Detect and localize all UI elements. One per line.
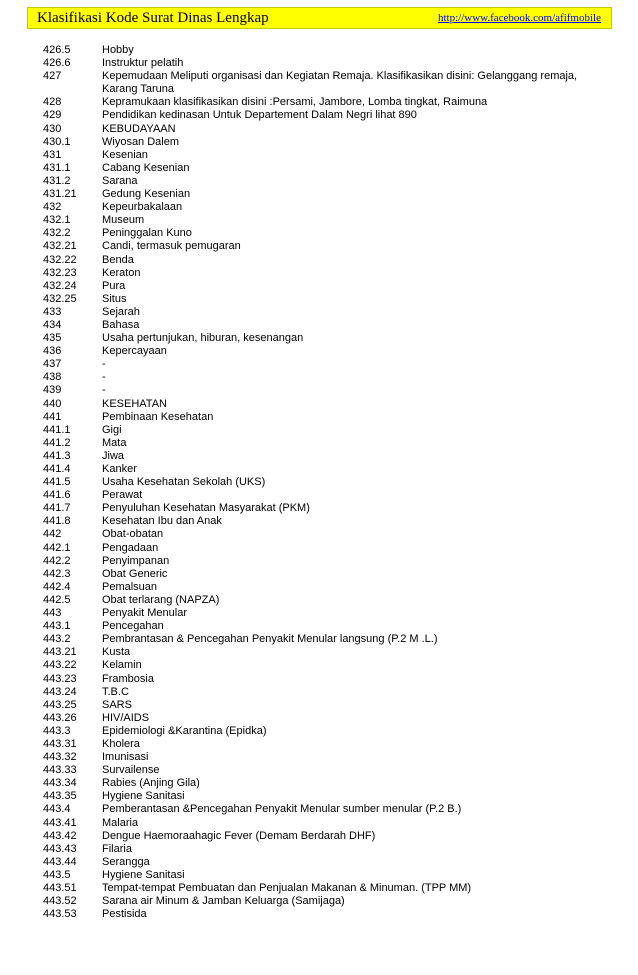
classification-description: Hobby (102, 44, 134, 56)
classification-code: 441.5 (43, 476, 71, 489)
classification-code: 441.8 (43, 515, 71, 528)
classification-code: 441.1 (43, 423, 71, 436)
classification-description: Mata (102, 436, 127, 449)
list-item (0, 175, 638, 188)
classification-code: 431.2 (43, 174, 71, 187)
classification-description: Hygiene Sanitasi (102, 790, 185, 803)
classification-description: Sarana air Minum & Jamban Keluarga (Samijaga) (102, 895, 345, 908)
classification-code: 427 (43, 70, 62, 83)
list-item (0, 489, 638, 502)
classification-description: Pendidikan kedinasan Untuk Departement Dalam Negri lihat 890 (102, 109, 417, 122)
classification-code: 442.5 (43, 593, 71, 606)
list-item (0, 358, 638, 371)
classification-description: - (102, 358, 106, 371)
classification-description: Cabang Kesenian (102, 161, 190, 174)
classification-description: KESEHATAN (102, 397, 167, 410)
classification-description: Candi, termasuk pemugaran (102, 240, 241, 253)
list-item (0, 227, 638, 240)
list-item (0, 751, 638, 764)
classification-code: 435 (43, 332, 62, 345)
classification-code: 429 (43, 109, 62, 122)
list-item (0, 607, 638, 620)
list-item (0, 528, 638, 541)
list-item (0, 57, 638, 70)
classification-description: Hygiene Sanitasi (102, 868, 185, 881)
classification-description: Kepemudaan Meliputi organisasi dan Kegiatan Remaja. Klasifikasikan disini: Gelanggang remaja, Karang Taruna (102, 70, 578, 96)
list-item (0, 542, 638, 555)
classification-description: Museum (102, 214, 145, 227)
list-item (0, 319, 638, 332)
classification-description: Filaria (102, 842, 132, 855)
list-item (0, 293, 638, 306)
classification-code: 443.2 (43, 633, 71, 646)
list-item (0, 136, 638, 149)
list-item (0, 817, 638, 830)
classification-description: Gigi (102, 423, 122, 436)
classification-code: 441.7 (43, 502, 71, 515)
classification-code: 432.22 (43, 253, 77, 266)
list-item (0, 843, 638, 856)
list-item (0, 633, 638, 646)
list-item (0, 699, 638, 712)
classification-code: 441.6 (43, 489, 71, 502)
classification-description: Penyakit Menular (102, 607, 187, 620)
classification-description: Usaha Kesehatan Sekolah (UKS) (102, 476, 266, 489)
classification-description: Pemalsuan (102, 580, 158, 593)
classification-code: 443.44 (43, 855, 77, 868)
list-item (0, 502, 638, 515)
classification-code: 443.1 (43, 620, 71, 633)
list-item (0, 594, 638, 607)
classification-description: Peninggalan Kuno (102, 227, 192, 240)
classification-description: HIV/AIDS (102, 711, 150, 724)
list-item (0, 96, 638, 109)
classification-description: Kelamin (102, 659, 142, 672)
list-item (0, 908, 638, 921)
list-item (0, 712, 638, 725)
list-item (0, 109, 638, 122)
classification-description: Sarana (102, 174, 138, 187)
classification-code: 430.1 (43, 135, 71, 148)
classification-description: Pembinaan Kesehatan (102, 410, 214, 423)
list-item (0, 267, 638, 280)
classification-code: 443.24 (43, 685, 77, 698)
list-item (0, 620, 638, 633)
list-item (0, 123, 638, 136)
classification-code: 430 (43, 122, 62, 135)
classification-description: T.B.C (102, 685, 129, 698)
classification-description: Imunisasi (102, 751, 149, 764)
classification-code: 443.33 (43, 764, 77, 777)
classification-code: 440 (43, 397, 62, 410)
classification-description: Penyimpanan (102, 554, 170, 567)
classification-code: 443.43 (43, 842, 77, 855)
list-item (0, 44, 638, 57)
classification-description: - (102, 371, 106, 384)
classification-code: 443.4 (43, 803, 71, 816)
classification-description: Kesenian (102, 148, 148, 161)
classification-description: Obat Generic (102, 567, 168, 580)
list-item (0, 201, 638, 214)
classification-code: 431.21 (43, 188, 77, 201)
classification-code: 443.3 (43, 724, 71, 737)
classification-description: Jiwa (102, 449, 125, 462)
classification-code: 432.23 (43, 266, 77, 279)
classification-description: Frambosia (102, 672, 154, 685)
list-item (0, 882, 638, 895)
classification-description: Kepramukaan klasifikasikan disini :Persami, Jambore, Lomba tingkat, Raimuna (102, 96, 488, 109)
facebook-link[interactable]: http://www.facebook.com/afifmobile (437, 12, 601, 24)
classification-code: 434 (43, 318, 62, 331)
classification-code: 441.3 (43, 449, 71, 462)
classification-description: Rabies (Anjing Gila) (102, 777, 200, 790)
classification-description: Kepeurbakalaan (102, 201, 183, 214)
list-item (0, 555, 638, 568)
classification-description: Malaria (102, 816, 139, 829)
classification-description: Pencegahan (102, 620, 164, 633)
list-item (0, 568, 638, 581)
classification-code: 432.25 (43, 292, 77, 305)
classification-description: Instruktur pelatih (102, 57, 184, 70)
classification-description: Obat-obatan (102, 528, 164, 541)
classification-description: Usaha pertunjukan, hiburan, kesenangan (102, 332, 304, 345)
list-item (0, 803, 638, 816)
classification-code: 432 (43, 201, 62, 214)
classification-description: Wiyosan Dalem (102, 135, 180, 148)
classification-code: 436 (43, 345, 62, 358)
list-item (0, 424, 638, 437)
classification-code: 432.24 (43, 279, 77, 292)
document-title: Klasifikasi Kode Surat Dinas Lengkap (37, 10, 269, 26)
classification-description: Kusta (102, 646, 131, 659)
classification-description: Kanker (102, 463, 137, 475)
classification-description: Dengue Haemoraahagic Fever (Demam Berdarah DHF) (102, 829, 376, 842)
list-item (0, 240, 638, 253)
list-item (0, 869, 638, 882)
classification-description: Pemberantasan &Pencegahan Penyakit Menular sumber menular (P.2 B.) (102, 803, 462, 816)
classification-description: Sejarah (102, 305, 140, 318)
list-item (0, 398, 638, 411)
list-item (0, 345, 638, 358)
classification-code: 443.32 (43, 751, 77, 764)
classification-code: 433 (43, 305, 62, 318)
classification-description: Pestisida (102, 908, 147, 921)
classification-code: 432.21 (43, 240, 77, 253)
classification-description: Obat terlarang (NAPZA) (102, 593, 220, 606)
list-item (0, 306, 638, 319)
list-item (0, 162, 638, 175)
classification-code: 432.1 (43, 214, 71, 227)
classification-code: 443.23 (43, 672, 77, 685)
classification-description: Serangga (102, 855, 150, 868)
classification-description: Gedung Kesenian (102, 188, 191, 201)
classification-description: Tempat-tempat Pembuatan dan Penjualan Makanan & Minuman. (TPP MM) (102, 882, 472, 894)
classification-code: 438 (43, 371, 62, 384)
classification-code: 437 (43, 358, 62, 371)
classification-description: SARS (102, 698, 132, 711)
classification-code: 443.26 (43, 711, 77, 724)
classification-description: Pembrantasan & Pencegahan Penyakit Menular langsung (P.2 M .L.) (102, 633, 438, 646)
classification-code: 441.2 (43, 436, 71, 449)
list-item (0, 725, 638, 738)
classification-description: Perawat (102, 489, 143, 502)
list-item (0, 646, 638, 659)
classification-code: 443.42 (43, 829, 77, 842)
list-item (0, 70, 638, 96)
classification-code: 443.31 (43, 737, 77, 750)
list-item (0, 581, 638, 594)
classification-code: 443.25 (43, 698, 77, 711)
classification-code: 442.4 (43, 580, 71, 593)
classification-description: Kholera (102, 737, 140, 750)
list-item (0, 332, 638, 345)
list-item (0, 790, 638, 803)
classification-code: 442.2 (43, 554, 71, 567)
list-item (0, 659, 638, 672)
classification-description: Kesehatan Ibu dan Anak (102, 515, 222, 528)
classification-code: 428 (43, 96, 62, 109)
list-item (0, 450, 638, 463)
list-item (0, 437, 638, 450)
classification-description: Situs (102, 292, 127, 305)
classification-description: - (102, 384, 106, 397)
classification-code: 442 (43, 528, 62, 541)
list-item (0, 856, 638, 869)
classification-code: 426.5 (43, 44, 71, 56)
list-item (0, 764, 638, 777)
list-item (0, 384, 638, 397)
classification-code: 431 (43, 148, 62, 161)
classification-description: Pura (102, 279, 126, 292)
classification-description: Survailense (102, 764, 160, 777)
classification-list (0, 44, 638, 921)
list-item (0, 411, 638, 424)
list-item (0, 686, 638, 699)
page-header (27, 7, 612, 29)
classification-description: Keraton (102, 266, 141, 279)
classification-description: Pengadaan (102, 541, 159, 554)
list-item (0, 777, 638, 790)
classification-code: 442.3 (43, 567, 71, 580)
classification-code: 441 (43, 410, 62, 423)
classification-description: Bahasa (102, 318, 140, 331)
list-item (0, 673, 638, 686)
classification-code: 442.1 (43, 541, 71, 554)
list-item (0, 214, 638, 227)
classification-code: 443.21 (43, 646, 77, 659)
list-item (0, 254, 638, 267)
classification-code: 431.1 (43, 161, 71, 174)
classification-code: 443.53 (43, 908, 77, 921)
classification-code: 443.35 (43, 790, 77, 803)
list-item (0, 830, 638, 843)
classification-code: 443.34 (43, 777, 77, 790)
list-item (0, 463, 638, 476)
list-item (0, 371, 638, 384)
classification-code: 441.4 (43, 463, 71, 475)
classification-code: 432.2 (43, 227, 71, 240)
classification-description: Kepercayaan (102, 345, 167, 358)
list-item (0, 738, 638, 751)
classification-code: 443.51 (43, 882, 77, 894)
classification-description: Penyuluhan Kesehatan Masyarakat (PKM) (102, 502, 310, 515)
classification-code: 443 (43, 607, 62, 620)
list-item (0, 188, 638, 201)
list-item (0, 149, 638, 162)
classification-code: 426.6 (43, 57, 71, 70)
list-item (0, 895, 638, 908)
classification-code: 439 (43, 384, 62, 397)
classification-description: Benda (102, 253, 134, 266)
classification-code: 443.22 (43, 659, 77, 672)
list-item (0, 280, 638, 293)
classification-code: 443.5 (43, 868, 71, 881)
classification-code: 443.52 (43, 895, 77, 908)
list-item (0, 476, 638, 489)
classification-description: Epidemiologi &Karantina (Epidka) (102, 724, 267, 737)
classification-code: 443.41 (43, 816, 77, 829)
classification-description: KEBUDAYAAN (102, 122, 176, 135)
list-item (0, 515, 638, 528)
